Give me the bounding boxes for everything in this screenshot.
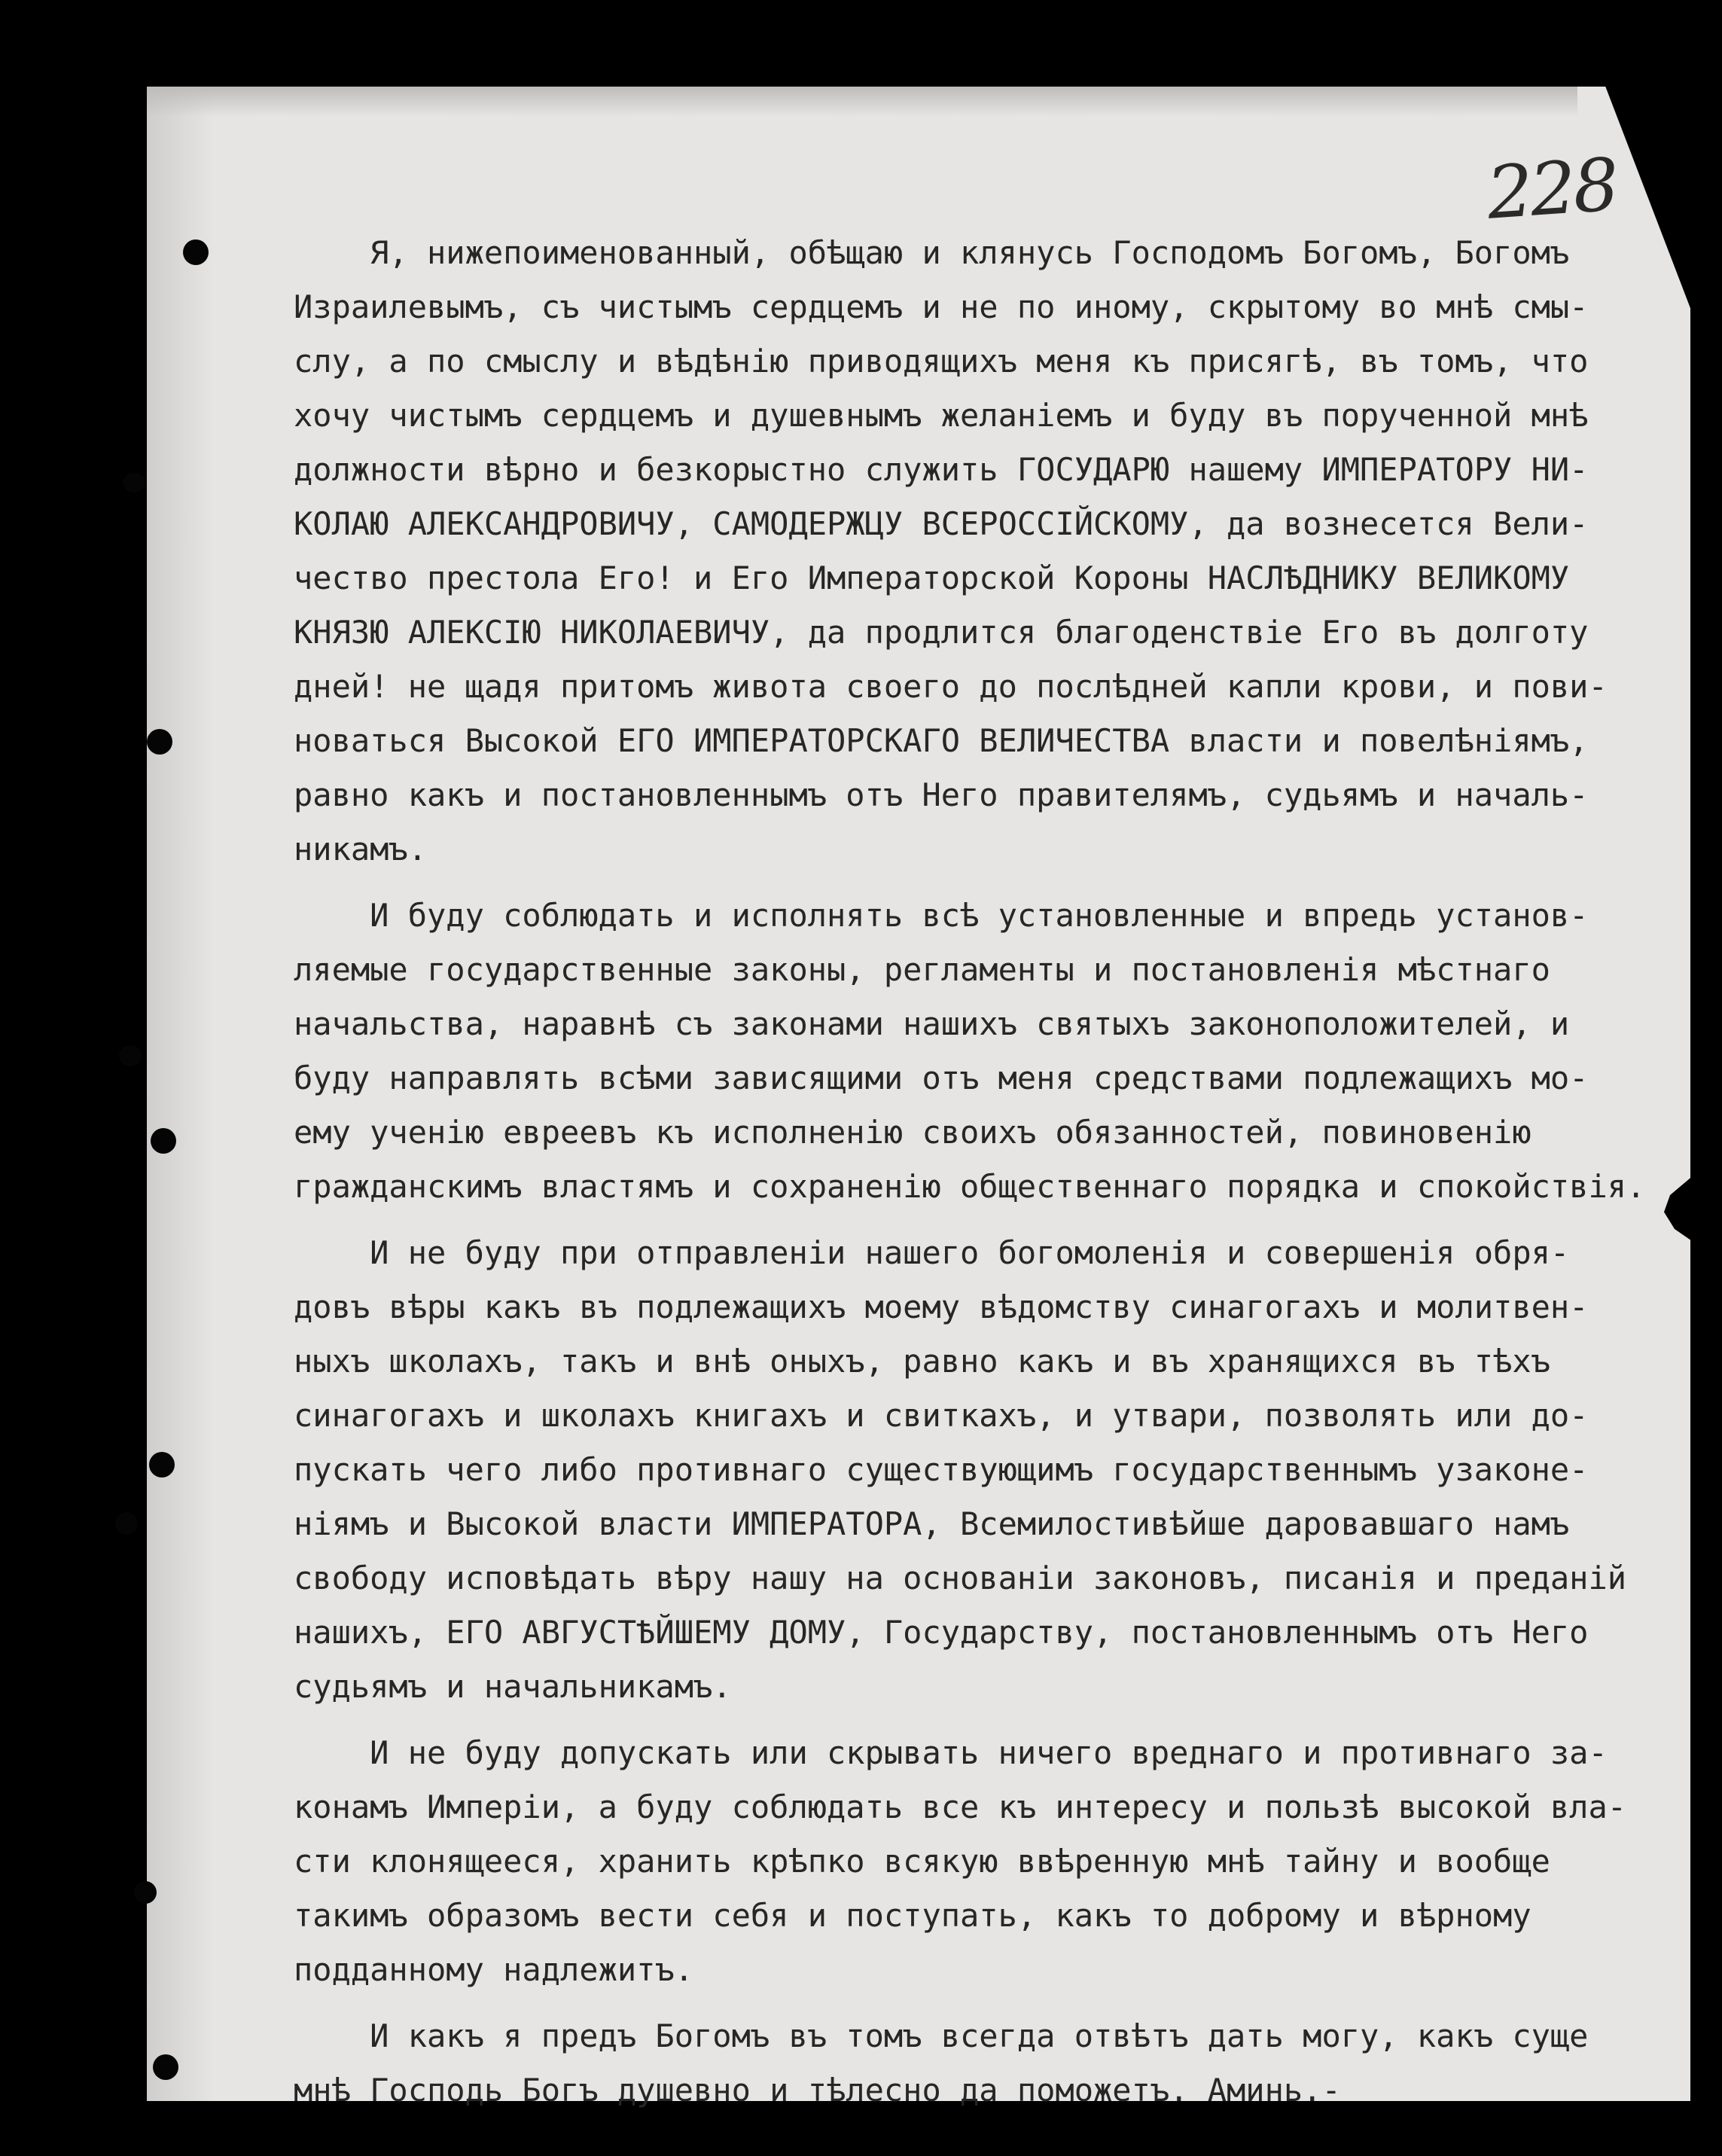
paragraph (294, 226, 1656, 877)
text-line: свободу исповѣдать вѣру нашу на основаніи законовъ, писанія и преданій (294, 1560, 1627, 1596)
text-line: подданному надлежитъ. (294, 1951, 694, 1988)
binding-hole (119, 1045, 142, 1066)
text-line: равно какъ и постановленнымъ отъ Него правителямъ, судьямъ и началь- (294, 776, 1589, 813)
binding-hole (115, 1512, 138, 1535)
binding-hole (153, 2054, 178, 2080)
text-line: И какъ я предъ Богомъ въ томъ всегда отвѣтъ дать могу, какъ суще (294, 2017, 1589, 2054)
paragraph-gap (294, 1214, 1656, 1226)
binding-hole (134, 1881, 157, 1904)
text-line: КОЛАЮ АЛЕКСАНДРОВИЧУ, САМОДЕРЖЦУ ВСЕРОССІЙСКОМУ, да вознесется Вели- (294, 505, 1589, 542)
text-line: довъ вѣры какъ въ подлежащихъ моему вѣдомству синагогахъ и молитвен- (294, 1288, 1589, 1325)
paragraph (294, 1726, 1656, 1997)
text-line: ніямъ и Высокой власти ИМПЕРАТОРА, Всемилостивѣйше даровавшаго намъ (294, 1505, 1570, 1542)
text-line: хочу чистымъ сердцемъ и душевнымъ желаніемъ и буду въ порученной мнѣ (294, 397, 1589, 434)
text-line: И не буду при отправленіи нашего богомоленія и совершенія обря- (294, 1234, 1570, 1271)
text-line: конамъ Имперіи, а буду соблюдать все къ интересу и пользѣ высокой вла- (294, 1789, 1627, 1825)
text-line: дней! не щадя притомъ живота своего до послѣдней капли крови, и пови- (294, 668, 1608, 705)
binding-hole (151, 1128, 176, 1154)
text-line: синагогахъ и школахъ книгахъ и свиткахъ, и утвари, позволять или до- (294, 1397, 1589, 1434)
paragraph (294, 1226, 1656, 1714)
binding-hole (149, 1452, 175, 1477)
text-line: буду направлять всѣми зависящими отъ меня средствами подлежащихъ мо- (294, 1060, 1589, 1096)
text-line: Я, нижепоименованный, обѣщаю и клянусь Господомъ Богомъ, Богомъ (294, 234, 1570, 271)
text-line: судьямъ и начальникамъ. (294, 1668, 732, 1705)
text-line: начальства, наравнѣ съ законами нашихъ святыхъ законоположителей, и (294, 1005, 1570, 1042)
text-line: пускать чего либо противнаго существующимъ государственнымъ узаконе- (294, 1451, 1589, 1488)
text-line: мнѣ Господь Богъ душевно и тѣлесно да поможетъ. Аминь.- (294, 2072, 1341, 2109)
text-line: ныхъ школахъ, такъ и внѣ оныхъ, равно какъ и въ хранящихся въ тѣхъ (294, 1343, 1550, 1380)
paragraph-gap (294, 1997, 1656, 2009)
binding-hole (123, 473, 145, 492)
oath-text (294, 226, 1656, 2118)
text-line: И буду соблюдать и исполнять всѣ установленные и впредь установ- (294, 897, 1589, 934)
text-line: никамъ. (294, 831, 428, 868)
text-line: ляемые государственные законы, регламенты и постановленія мѣстнаго (294, 951, 1550, 988)
paragraph (294, 889, 1656, 1214)
text-line: И не буду допускать или скрывать ничего вреднаго и противнаго за- (294, 1734, 1608, 1771)
paragraph-gap (294, 877, 1656, 889)
text-line: сти клонящееся, хранить крѣпко всякую ввѣренную мнѣ тайну и вообще (294, 1843, 1550, 1880)
binding-hole (147, 729, 172, 755)
text-line: нашихъ, ЕГО АВГУСТѢЙШЕМУ ДОМУ, Государству, постановленнымъ отъ Него (294, 1614, 1589, 1651)
folio-number: 228 (1484, 142, 1619, 236)
text-line: ему ученію евреевъ къ исполненію своихъ обязанностей, повиновенію (294, 1114, 1532, 1151)
text-line: должности вѣрно и безкорыстно служить ГОСУДАРЮ нашему ИМПЕРАТОРУ НИ- (294, 451, 1589, 488)
binding-hole (183, 239, 209, 265)
paragraph (294, 2009, 1656, 2118)
text-line: слу, а по смыслу и вѣдѣнію приводящихъ меня къ присягѣ, въ томъ, что (294, 343, 1589, 380)
sheet-top-band (147, 87, 1577, 117)
text-line: такимъ образомъ вести себя и поступать, какъ то доброму и вѣрному (294, 1897, 1532, 1934)
text-line: КНЯЗЮ АЛЕКСІЮ НИКОЛАЕВИЧУ, да продлится благоденствіе Его въ долготу (294, 614, 1589, 651)
text-line: чество престола Его! и Его Императорской Короны НАСЛѢДНИКУ ВЕЛИКОМУ (294, 560, 1570, 596)
text-line: новаться Высокой ЕГО ИМПЕРАТОРСКАГО ВЕЛИЧЕСТВА власти и повелѣніямъ, (294, 722, 1589, 759)
paragraph-gap (294, 1714, 1656, 1726)
sheet-edge-shadow (147, 87, 215, 2101)
text-line: Израилевымъ, съ чистымъ сердцемъ и не по иному, скрытому во мнѣ смы- (294, 288, 1589, 325)
text-line: гражданскимъ властямъ и сохраненію общественнаго порядка и спокойствія. (294, 1168, 1646, 1205)
